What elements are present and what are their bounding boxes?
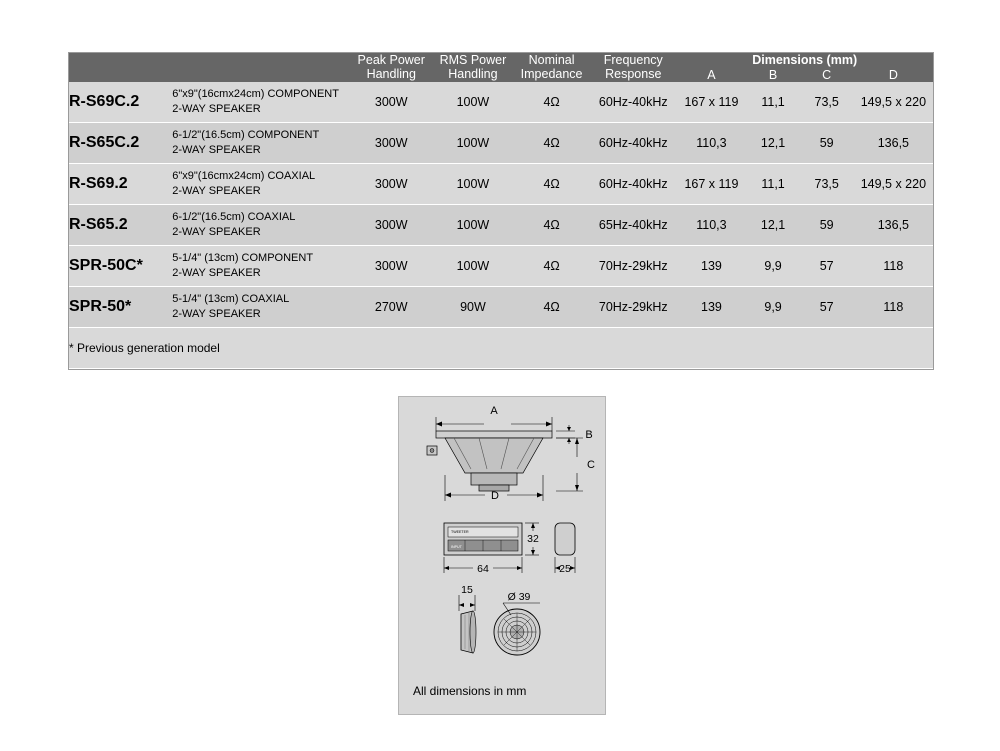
cell-frequency: 60Hz-40kHz	[590, 122, 676, 163]
description-line1: 6-1/2"(16.5cm) COMPONENT	[172, 128, 320, 141]
description-line1: 5-1/4" (13cm) COAXIAL	[172, 292, 290, 305]
cell-frequency: 70Hz-29kHz	[590, 286, 676, 327]
cell-dim-d: 118	[854, 245, 933, 286]
header-frequency-response	[590, 53, 676, 82]
description-line2: 2-WAY SPEAKER	[172, 143, 261, 156]
cell-dim-c: 59	[800, 122, 854, 163]
header-frequency-line2: Response	[605, 67, 662, 82]
description-line1: 6-1/2"(16.5cm) COAXIAL	[172, 210, 296, 223]
header-dimension-c: C	[800, 67, 854, 81]
cell-description	[172, 245, 349, 286]
cell-dim-a: 110,3	[676, 204, 746, 245]
label-dimension-c: C	[587, 459, 595, 471]
description-line2: 2-WAY SPEAKER	[172, 102, 261, 115]
header-model	[69, 53, 172, 82]
description-line1: 6"x9"(16cmx24cm) COAXIAL	[172, 169, 316, 182]
cell-impedance: 4Ω	[513, 82, 590, 123]
label-input: INPUT	[451, 545, 462, 549]
table-row	[69, 122, 933, 163]
label-diameter-39: Ø 39	[507, 591, 531, 603]
dimension-diagram-panel	[398, 396, 606, 715]
description-line2: 2-WAY SPEAKER	[172, 266, 261, 279]
cell-impedance: 4Ω	[513, 204, 590, 245]
cell-peak-power: 270W	[350, 286, 433, 327]
cell-description	[172, 286, 349, 327]
header-frequency-line1: Frequency	[603, 53, 663, 67]
cell-rms-power: 100W	[433, 82, 513, 123]
description-line2: 2-WAY SPEAKER	[172, 225, 261, 238]
cell-frequency: 60Hz-40kHz	[590, 82, 676, 123]
table-row	[69, 245, 933, 286]
cell-rms-power: 100W	[433, 163, 513, 204]
cell-dim-c: 57	[800, 286, 854, 327]
cell-model: R-S69C.2	[69, 82, 172, 123]
cell-rms-power: 100W	[433, 122, 513, 163]
cell-dim-c: 73,5	[800, 82, 854, 123]
header-description	[172, 53, 349, 82]
header-peak-power-line2: Handling	[366, 67, 416, 82]
cell-dim-b: 12,1	[747, 204, 800, 245]
cell-frequency: 60Hz-40kHz	[590, 163, 676, 204]
label-depth-25: 25	[559, 563, 571, 575]
cell-dim-d: 136,5	[854, 122, 933, 163]
table-row	[69, 163, 933, 204]
cell-dim-d: 149,5 x 220	[854, 163, 933, 204]
cell-peak-power: 300W	[350, 204, 433, 245]
table-row	[69, 82, 933, 123]
cell-frequency: 70Hz-29kHz	[590, 245, 676, 286]
cell-model: SPR-50*	[69, 286, 172, 327]
cell-impedance: 4Ω	[513, 286, 590, 327]
cell-description	[172, 82, 349, 123]
dimensions-note: All dimensions in mm	[413, 684, 527, 698]
description-line1: 6"x9"(16cmx24cm) COMPONENT	[172, 87, 339, 100]
cell-description	[172, 204, 349, 245]
cell-dim-b: 11,1	[747, 82, 800, 123]
cell-dim-c: 57	[800, 245, 854, 286]
header-dimension-b: B	[747, 67, 800, 81]
cell-rms-power: 90W	[433, 286, 513, 327]
cell-description	[172, 122, 349, 163]
header-dimension-d: D	[854, 67, 933, 81]
header-dimensions: Dimensions (mm)	[676, 53, 933, 67]
cell-dim-b: 12,1	[747, 122, 800, 163]
header-dimension-a: A	[676, 67, 746, 81]
label-dimension-b: B	[585, 429, 593, 441]
table-row	[69, 286, 933, 327]
label-height-32: 32	[527, 533, 539, 545]
label-width-64: 64	[477, 563, 489, 575]
cell-rms-power: 100W	[433, 204, 513, 245]
table-row	[69, 204, 933, 245]
header-nominal-impedance	[513, 53, 590, 82]
label-dimension-a: A	[490, 405, 498, 417]
header-rms-power-line1: RMS Power	[439, 53, 507, 67]
cell-dim-b: 9,9	[747, 245, 800, 286]
cell-dim-c: 73,5	[800, 163, 854, 204]
label-depth-15: 15	[461, 584, 473, 596]
header-peak-power	[350, 53, 433, 82]
cell-dim-c: 59	[800, 204, 854, 245]
cell-model: R-S65.2	[69, 204, 172, 245]
specifications-table	[69, 53, 933, 369]
cell-peak-power: 300W	[350, 245, 433, 286]
table-body	[69, 82, 933, 369]
header-peak-power-line1: Peak Power	[357, 53, 425, 67]
table-header	[69, 53, 933, 82]
speaker-dimension-drawing	[399, 397, 605, 714]
cell-dim-d: 149,5 x 220	[854, 82, 933, 123]
cell-frequency: 65Hz-40kHz	[590, 204, 676, 245]
cell-dim-d: 118	[854, 286, 933, 327]
table-footnote-row	[69, 327, 933, 368]
cell-dim-a: 167 x 119	[676, 82, 746, 123]
cell-dim-a: 139	[676, 245, 746, 286]
cell-peak-power: 300W	[350, 163, 433, 204]
cell-dim-b: 11,1	[747, 163, 800, 204]
cell-dim-d: 136,5	[854, 204, 933, 245]
cell-dim-a: 139	[676, 286, 746, 327]
description-line2: 2-WAY SPEAKER	[172, 307, 261, 320]
cell-impedance: 4Ω	[513, 245, 590, 286]
description-line1: 5-1/4" (13cm) COMPONENT	[172, 251, 314, 264]
table-header-row-1	[69, 53, 933, 67]
cell-model: R-S69.2	[69, 163, 172, 204]
cell-impedance: 4Ω	[513, 122, 590, 163]
cell-peak-power: 300W	[350, 122, 433, 163]
cell-dim-b: 9,9	[747, 286, 800, 327]
cell-impedance: 4Ω	[513, 163, 590, 204]
header-rms-power	[433, 53, 513, 82]
cell-dim-a: 110,3	[676, 122, 746, 163]
cell-dim-a: 167 x 119	[676, 163, 746, 204]
header-rms-power-line2: Handling	[448, 67, 498, 82]
header-impedance-line1: Nominal	[528, 53, 575, 67]
cell-model: R-S65C.2	[69, 122, 172, 163]
footnote-text: * Previous generation model	[69, 327, 933, 368]
cell-description	[172, 163, 349, 204]
specifications-table-container	[68, 52, 934, 370]
header-impedance-line2: Impedance	[520, 67, 583, 82]
cell-model: SPR-50C*	[69, 245, 172, 286]
label-dimension-d: D	[491, 490, 499, 502]
description-line2: 2-WAY SPEAKER	[172, 184, 261, 197]
label-tweeter: TWEETER	[451, 530, 469, 534]
cell-peak-power: 300W	[350, 82, 433, 123]
cell-rms-power: 100W	[433, 245, 513, 286]
